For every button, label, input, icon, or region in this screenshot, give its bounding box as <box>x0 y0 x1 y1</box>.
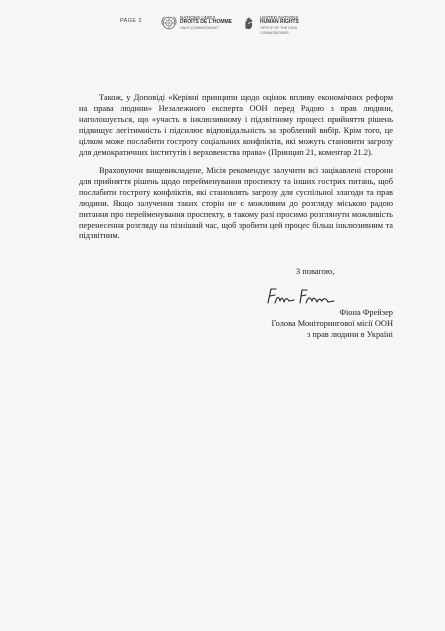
letterhead <box>0 12 445 42</box>
handwritten-signature <box>262 283 358 309</box>
un-emblem-icon <box>160 14 178 32</box>
human-rights-hand-icon <box>240 14 258 32</box>
page-number-label: PAGE 2 <box>120 18 142 24</box>
signatory-name: Фіона Фрейзер <box>339 308 393 317</box>
signatory-title-line-1: Голова Моніторингової місії ООН <box>271 318 393 328</box>
un-name-french: NATIONS UNIES DROITS DE L'HOMME HAUT-COMMISSARIAT <box>180 15 233 30</box>
signatory-title-line-2: з прав людини в Україні <box>307 329 393 339</box>
closing-salutation: З повагою, <box>296 267 335 276</box>
body-paragraph-2: Враховуючи вищевикладене, Місія рекомендує залучити всі зацікавлені сторони для прийняття рішень щодо перейменування проспекту та інших гострих питань, щоб послабити гостроту конфліктів, які становлять загрозу для суспільної злагоди та прав людини. Якщо залучення таких сторін не є можливим до розгляду міською радою питання про перейменування проспекту, в такому разі просимо розглянути можливість перенесення розгляду на пізніший час, щоб зробити цей процес більш інклюзивним та підзвітним. <box>79 166 393 241</box>
signatory-block <box>272 308 393 341</box>
body-paragraph-1: Також, у Доповіді «Керівні принципи щодо оцінок впливу економічних реформ на права людини» Незалежного експерта ООН перед Радою з прав людини, наголошується, що «участь в інклюзивному і підзвітному процесі прийняття рішень підвищує легітимність і підсилює відповідальність за зроблений вибір. Крім того, це цілком може послабити гостроту соціальних конфліктів, які можуть становити загрозу для демократичних інститутів і верховенства права» (Принцип 21, коментар 21.2). <box>79 93 393 157</box>
un-name-english: UNITED NATIONS HUMAN RIGHTS OFFICE OF THE HIGH COMMISSIONER <box>260 15 299 36</box>
